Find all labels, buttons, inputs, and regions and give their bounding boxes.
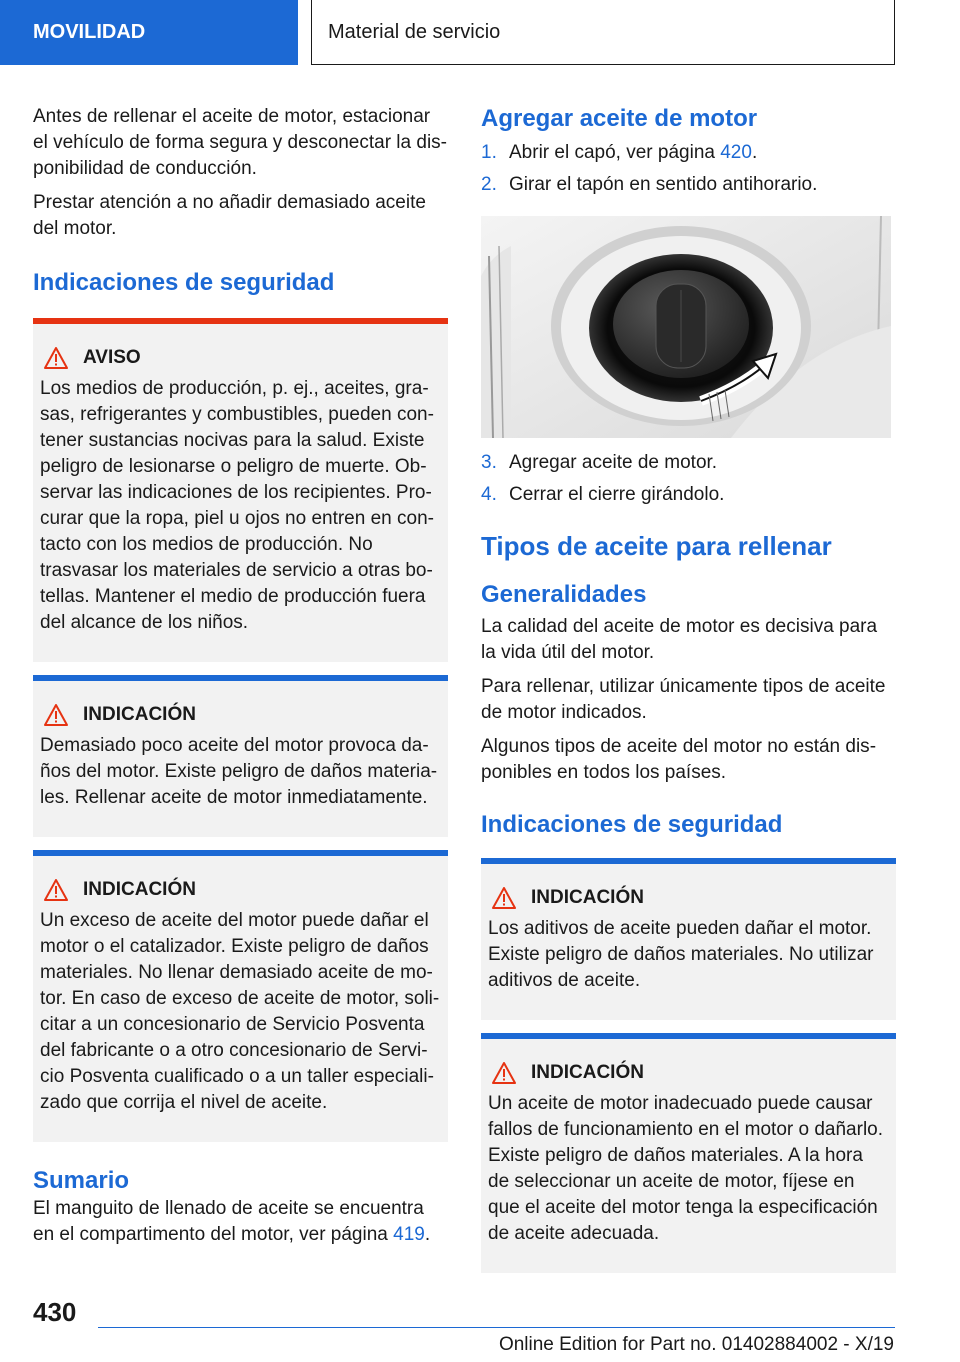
add-oil-heading: Agregar aceite de motor — [481, 105, 758, 132]
intro-paragraph: Prestar atención a no añadir demasiado aceite del motor. — [33, 192, 426, 239]
safety-heading: Indicaciones de seguridad — [33, 269, 335, 296]
step-label: Abrir el capó, ver página — [509, 142, 721, 163]
notice-box — [481, 858, 896, 1020]
page-link[interactable]: 419 — [393, 1224, 425, 1245]
warning-triangle-icon — [43, 703, 69, 727]
notice-title: INDICACIÓN — [83, 704, 196, 725]
step-text: Girar el tapón en sentido antihorario. — [509, 174, 818, 195]
chapter-title: Material de servicio — [328, 20, 501, 43]
warning-text: Los medios de producción, p. ej., aceites, grasas, refrigerantes y combustibles, pueden contener sustancias nocivas para la salud. Existe peligro de lesionarse o peligro de muerte. Observar las indicaciones de los recipientes. Procurar que la ropa, piel u ojos no entren en contacto con los medios de producción. No trasvasar los materiales de servicio a otras botellas. Mantener el medio de producción fuera del alcance de los niños. — [40, 378, 434, 633]
section-title: MOVILIDAD — [33, 21, 146, 43]
warning-triangle-icon — [43, 346, 69, 370]
step-text: Agregar aceite de motor. — [509, 452, 718, 473]
summary-paragraph — [33, 1196, 448, 1248]
general-paragraph: Algunos tipos de aceite del motor no están disponibles en todos los países. — [481, 736, 877, 783]
summary-end: . — [424, 1224, 431, 1245]
notice-box — [481, 1033, 896, 1273]
warning-title: AVISO — [83, 347, 141, 368]
notice-text: Los aditivos de aceite pueden dañar el motor. Existe peligro de daños materiales. No utilizar aditivos de aceite. — [488, 918, 874, 991]
edition-text: Online Edition for Part no. 01402884002 - X/19 — [498, 1334, 894, 1355]
step-number: 4. — [481, 484, 497, 505]
step-item — [481, 172, 896, 198]
intro-paragraph: Antes de rellenar el aceite de motor, estacionar el vehículo de forma segura y desconectar la disponibilidad de conducción. — [33, 106, 447, 179]
notice-text: Un exceso de aceite del motor puede dañar el motor o el catalizador. Existe peligro de daños materiales. No llenar demasiado aceite de motor. En caso de exceso de aceite de motor, solicitar a un concesionario de Servicio Posventa del fabricante o a otro concesionario de Servicio Posventa cualificado o a un taller especializado que corrija el nivel de aceite. — [40, 910, 440, 1113]
step-item — [481, 482, 896, 508]
step-item — [481, 450, 896, 476]
notice-title: INDICACIÓN — [531, 887, 644, 908]
general-heading: Generalidades — [481, 581, 647, 608]
summary-text: El manguito de llenado de aceite se encuentra en el compartimento del motor, ver página — [33, 1198, 424, 1245]
step-text: Cerrar el cierre girándolo. — [509, 484, 725, 505]
notice-title: INDICACIÓN — [83, 879, 196, 900]
step-number: 1. — [481, 142, 497, 163]
step-text — [509, 140, 757, 166]
step-item — [481, 140, 896, 166]
oil-types-heading: Tipos de aceite para rellenar — [481, 531, 832, 561]
oil-cap-photo — [481, 216, 891, 438]
step-number: 3. — [481, 452, 497, 473]
footer-divider — [98, 1327, 895, 1328]
right-column — [481, 104, 896, 1273]
warning-triangle-icon — [491, 886, 517, 910]
warning-triangle-icon — [491, 1061, 517, 1085]
step-end: . — [751, 142, 758, 163]
notice-box — [33, 675, 448, 837]
steps-list — [481, 450, 896, 508]
safety-heading: Indicaciones de seguridad — [481, 811, 783, 838]
page-number: 430 — [33, 1297, 77, 1327]
notice-title: INDICACIÓN — [531, 1062, 644, 1083]
warning-triangle-icon — [43, 878, 69, 902]
page-link[interactable]: 420 — [720, 142, 752, 163]
chapter-tab — [311, 0, 895, 65]
steps-list — [481, 140, 896, 198]
section-tab — [0, 0, 298, 65]
notice-text: Un aceite de motor inadecuado puede causar fallos de funcionamiento en el motor o dañarlo. Existe peligro de daños materiales. A la hora de seleccionar un aceite de motor, fíjese en que el aceite del motor tenga la especificación de aceite adecuada. — [488, 1093, 884, 1244]
step-number: 2. — [481, 174, 497, 195]
notice-box — [33, 850, 448, 1142]
summary-heading: Sumario — [33, 1167, 130, 1194]
notice-text: Demasiado poco aceite del motor provoca daños del motor. Existe peligro de daños materiales. Rellenar aceite de motor inmediatamente. — [40, 735, 438, 808]
general-paragraph: La calidad del aceite de motor es decisiva para la vida útil del motor. — [481, 616, 878, 663]
warning-box — [33, 318, 448, 662]
general-paragraph: Para rellenar, utilizar únicamente tipos de aceite de motor indicados. — [481, 676, 886, 723]
left-column — [33, 104, 448, 1256]
